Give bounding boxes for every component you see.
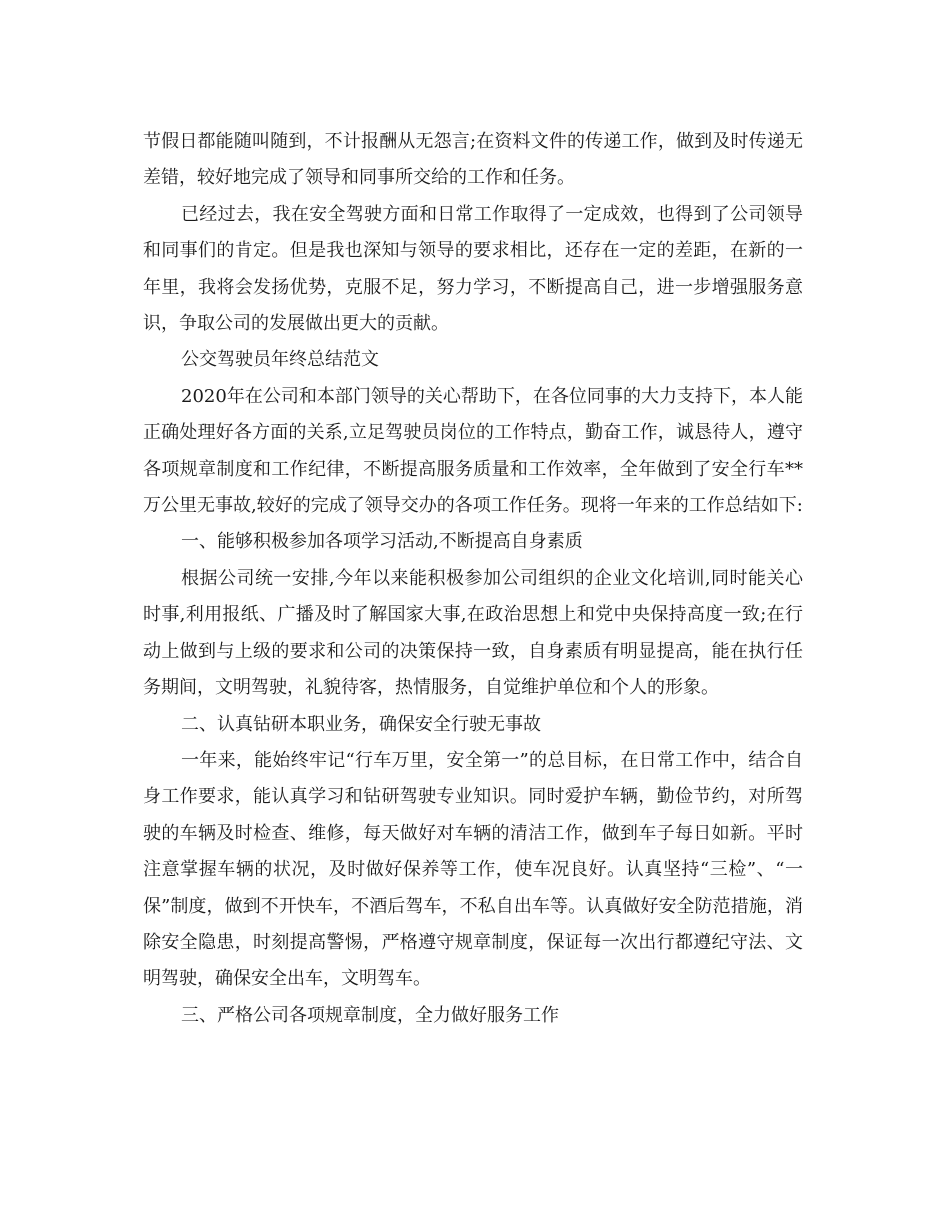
heading-three: 三、严格公司各项规章制度，全力做好服务工作 [181, 1004, 559, 1026]
paragraph-summary: 已经过去，我在安全驾驶方面和日常工作取得了一定成效，也得到了公司领导和同事们的肯定。但是我也深知与领导的要求相比，还存在一定的差距，在新的一年里，我将会发扬优势，克服不足，努力学习，不断提高自己，进一步增强服务意识，争取公司的发展做出更大的贡献。 [143, 203, 803, 335]
paragraph-continuation: 节假日都能随叫随到，不计报酬从无怨言;在资料文件的传递工作，做到及时传递无差错，较好地完成了领导和同事所交给的工作和任务。 [143, 131, 803, 189]
document-body [143, 124, 803, 1034]
heading-two: 二、认真钻研本职业务，确保安全行驶无事故 [181, 713, 541, 735]
paragraph-safety: 一年来，能始终牢记“行车万里，安全第一”的总目标，在日常工作中，结合自身工作要求，能认真学习和钻研驾驶专业知识。同时爱护车辆，勤俭节约，对所驾驶的车辆及时检查、维修，每天做好对车辆的清洁工作，做到车子每日如新。平时注意掌握车辆的状况，及时做好保养等工作，使车况良好。认真坚持“三检”、“一保”制度，做到不开快车，不酒后驾车，不私自出车等。认真做好安全防范措施，消除安全隐患，时刻提高警惕，严格遵守规章制度，保证每一次出行都遵纪守法、文明驾驶，确保安全出车，文明驾车。 [143, 749, 803, 990]
paragraph-intro: 2020年在公司和本部门领导的关心帮助下，在各位同事的大力支持下，本人能正确处理好各方面的关系,立足驾驶员岗位的工作特点，勤奋工作，诚恳待人，遵守各项规章制度和工作纪律，不断提高服务质量和工作效率，全年做到了安全行车**万公里无事故,较好的完成了领导交办的各项工作任务。现将一年来的工作总结如下: [143, 385, 803, 517]
paragraph-study: 根据公司统一安排,今年以来能积极参加公司组织的企业文化培训,同时能关心时事,利用报纸、广播及时了解国家大事,在政治思想上和党中央保持高度一致;在行动上做到与上级的要求和公司的决策保持一致，自身素质有明显提高，能在执行任务期间，文明驾驶，礼貌待客，热情服务，自觉维护单位和个人的形象。 [143, 567, 803, 699]
heading-one: 一、能够积极参加各项学习活动,不断提高自身素质 [181, 531, 583, 553]
section-title: 公交驾驶员年终总结范文 [181, 349, 379, 371]
